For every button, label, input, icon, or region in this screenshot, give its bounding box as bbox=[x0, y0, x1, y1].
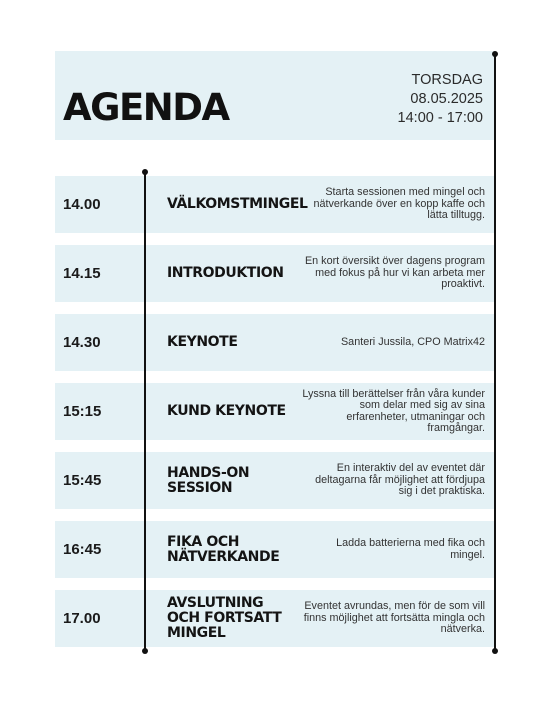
event-day: TORSDAG bbox=[411, 72, 483, 88]
agenda-description: Starta sessionen med mingel och nätverkande över en kopp kaffe och lätta tilltugg. bbox=[313, 186, 485, 222]
agenda-session-name: HANDS-ON SESSION bbox=[167, 464, 250, 496]
agenda-description: Lyssna till berättelser från våra kunder som delar med sig av sina erfarenheter, utmaningar och framgångar. bbox=[302, 387, 485, 434]
agenda-time: 14.15 bbox=[63, 265, 101, 282]
agenda-description: Ladda batterierna med fika och mingel. bbox=[336, 537, 485, 561]
agenda-row bbox=[55, 590, 495, 647]
event-date-block bbox=[398, 71, 483, 128]
agenda-session-name: VÄLKOMSTMINGEL bbox=[167, 196, 308, 212]
agenda-session-name: KUND KEYNOTE bbox=[167, 403, 286, 419]
agenda-description: Eventet avrundas, men för de som vill finns möjlighet att fortsätta mingla och nätverka. bbox=[303, 600, 485, 636]
right-border-line bbox=[494, 54, 496, 652]
agenda-time: 14.30 bbox=[63, 334, 101, 351]
page-title: AGENDA bbox=[63, 86, 229, 129]
agenda-time: 15:45 bbox=[63, 472, 102, 489]
agenda-row bbox=[55, 314, 495, 371]
agenda-session-name: FIKA OCH NÄTVERKANDE bbox=[167, 533, 280, 565]
event-time-range: 14:00 - 17:00 bbox=[397, 110, 483, 126]
agenda-description: En kort översikt över dagens program med fokus på hur vi kan arbeta mer proaktivt. bbox=[304, 255, 485, 291]
agenda-row bbox=[55, 521, 495, 578]
timeline-dot-bottom bbox=[142, 648, 148, 654]
agenda-time: 14.00 bbox=[63, 196, 101, 213]
agenda-session-name: KEYNOTE bbox=[167, 334, 238, 350]
timeline-divider-line bbox=[144, 172, 146, 650]
agenda-row bbox=[55, 452, 495, 509]
agenda-time: 17.00 bbox=[63, 610, 101, 627]
right-line-dot-bottom bbox=[492, 648, 498, 654]
agenda-description: Santeri Jussila, CPO Matrix42 bbox=[340, 335, 485, 348]
agenda-time: 15:15 bbox=[63, 403, 102, 420]
agenda-session-name: INTRODUKTION bbox=[167, 265, 284, 281]
agenda-session-name: AVSLUTNING OCH FORTSATT MINGEL bbox=[167, 595, 282, 641]
agenda-row bbox=[55, 176, 495, 233]
agenda-header bbox=[55, 51, 495, 140]
event-date: 08.05.2025 bbox=[410, 91, 483, 107]
agenda-row bbox=[55, 383, 495, 440]
right-line-dot-top bbox=[492, 51, 498, 57]
agenda-row bbox=[55, 245, 495, 302]
timeline-dot-top bbox=[142, 169, 148, 175]
agenda-description: En interaktiv del av eventet där deltagarna får möjlighet att fördjupa sig i det praktiska. bbox=[315, 462, 485, 498]
agenda-time: 16:45 bbox=[63, 541, 102, 558]
